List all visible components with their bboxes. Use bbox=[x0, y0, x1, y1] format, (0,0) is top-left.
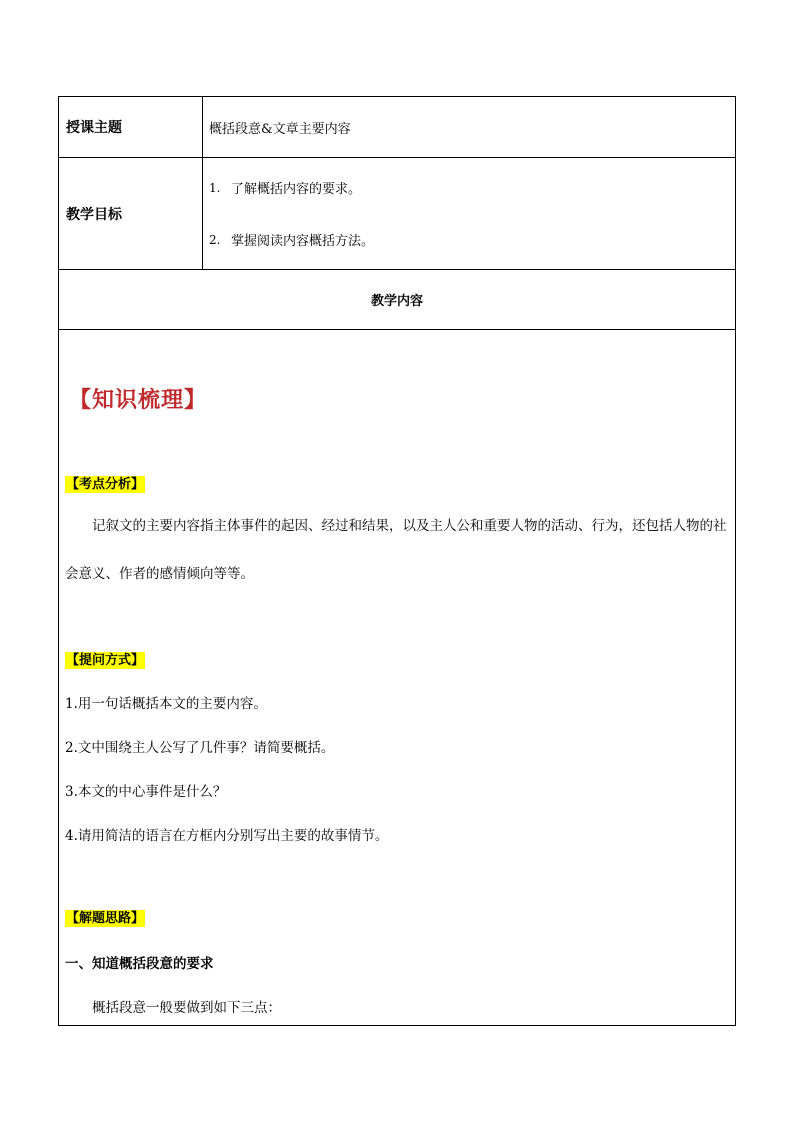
goal-item bbox=[209, 175, 735, 201]
analysis-tag: 【考点分析】 bbox=[66, 477, 145, 492]
topic-row bbox=[59, 97, 736, 158]
approach-tag: 【解题思路】 bbox=[66, 911, 145, 926]
approach-tag-wrap bbox=[65, 907, 145, 926]
content-row bbox=[59, 330, 736, 1026]
question-item: 2.文中围绕主人公写了几件事？请简要概括。 bbox=[65, 740, 335, 756]
analysis-text: 记叙文的主要内容指主体事件的起因、经过和结果，以及主人公和重要人物的活动、行为，还包括人物的社会意义、作者的感情倾向等等。 bbox=[65, 518, 727, 582]
goal-number: 2. bbox=[209, 232, 221, 247]
content-cell bbox=[59, 330, 736, 1026]
question-item: 1.用一句话概括本文的主要内容。 bbox=[65, 696, 267, 712]
lesson-table bbox=[58, 96, 736, 1026]
analysis-tag-wrap bbox=[65, 473, 145, 492]
approach-text: 概括段意一般要做到如下三点： bbox=[92, 1000, 281, 1016]
goals-label: 教学目标 bbox=[59, 158, 203, 270]
goal-text: 了解概括内容的要求。 bbox=[231, 182, 362, 197]
goal-item bbox=[209, 227, 735, 253]
content-body bbox=[59, 330, 735, 1025]
question-item: 4.请用简洁的语言在方框内分别写出主要的故事情节。 bbox=[65, 828, 389, 844]
goals-list bbox=[203, 158, 736, 270]
question-item: 3.本文的中心事件是什么？ bbox=[65, 784, 227, 800]
content-header-row bbox=[59, 270, 736, 330]
approach-heading: 一、知道概括段意的要求 bbox=[65, 956, 214, 972]
topic-value: 概括段意&文章主要内容 bbox=[203, 97, 736, 158]
questions-tag: 【提问方式】 bbox=[66, 653, 145, 668]
goals-row bbox=[59, 158, 736, 270]
questions-tag-wrap bbox=[65, 649, 145, 668]
goal-number: 1. bbox=[209, 180, 221, 195]
topic-label: 授课主题 bbox=[59, 97, 203, 158]
goal-text: 掌握阅读内容概括方法。 bbox=[231, 234, 375, 249]
section-title: 【知识梳理】 bbox=[69, 387, 208, 413]
content-header: 教学内容 bbox=[59, 270, 736, 330]
